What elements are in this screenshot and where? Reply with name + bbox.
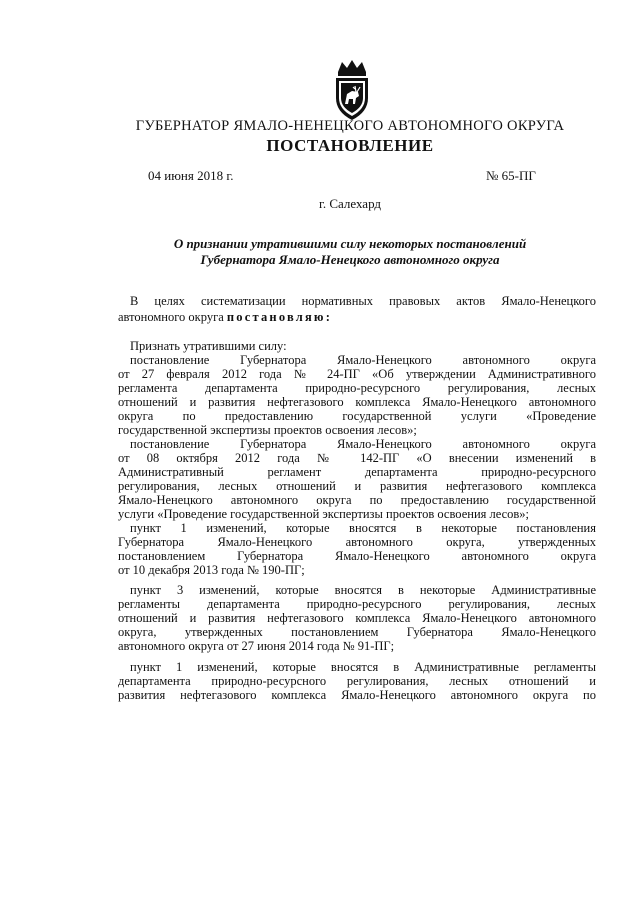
body-line: регламенты департамента природно-ресурсного регулирования, лесных: [118, 597, 596, 611]
document-heading: [0, 236, 640, 268]
body-line: постановление Губернатора Ямало-Ненецкого автономного округа: [130, 353, 596, 367]
body-line: от 10 декабря 2013 года № 190-ПГ;: [118, 563, 305, 577]
document-date: 04 июня 2018 г.: [148, 168, 234, 183]
issuer-title: ГУБЕРНАТОР ЯМАЛО-НЕНЕЦКОГО АВТОНОМНОГО ОКРУГА: [135, 118, 565, 134]
body-line: департамента природно-ресурсного регулирования, лесных отношений и: [118, 674, 596, 688]
document-city: г. Салехард: [318, 196, 382, 211]
body-line: постановление Губернатора Ямало-Ненецкого автономного округа: [130, 437, 596, 451]
document-number: № 65-ПГ: [486, 168, 536, 183]
heading-line: О признании утратившими силу некоторых постановлений: [173, 236, 527, 251]
body-line: регулирования, лесных отношений и развития нефтегазового комплекса: [118, 479, 596, 493]
body-line: округа по предоставлению государственной услуги «Проведение: [118, 409, 596, 423]
body-line: отношений и развития нефтегазового комплекса Ямало-Ненецкого автономного: [118, 611, 596, 625]
preamble-text: автономного округа: [118, 310, 227, 324]
preamble-line: В целях систематизации нормативных правовых актов Ямало-Ненецкого: [130, 294, 596, 308]
body-line: отношений и развития нефтегазового комплекса Ямало-Ненецкого автономного: [118, 395, 596, 409]
body-line: государственной экспертизы проектов освоения лесов»;: [118, 423, 417, 437]
body-line: Признать утратившими силу:: [130, 339, 287, 353]
body-line: от 27 февраля 2012 года № 24-ПГ «Об утверждении Административного: [118, 367, 596, 381]
body-line: Губернатора Ямало-Ненецкого автономного округа, утвержденных: [118, 535, 596, 549]
body-line: Ямало-Ненецкого автономного округа по предоставлению государственной: [118, 493, 596, 507]
preamble-line: [118, 310, 332, 324]
body-line: от 08 октября 2012 года № 142-ПГ «О внесении изменений в: [118, 451, 596, 465]
heading-line: Губернатора Ямало-Ненецкого автономного округа: [200, 252, 500, 267]
body-line: автономного округа от 27 июня 2014 года № 91-ПГ;: [118, 639, 395, 653]
body-line: пункт 1 изменений, которые вносятся в Административные регламенты: [130, 660, 596, 674]
body-line: постановлением Губернатора Ямало-Ненецкого автономного округа: [118, 549, 596, 563]
document-type: ПОСТАНОВЛЕНИЕ: [266, 136, 434, 155]
coat-of-arms-icon: [328, 58, 376, 122]
body-line: Административный регламент департамента природно-ресурсного: [118, 465, 596, 479]
body-line: регламента департамента природно-ресурсного регулирования, лесных: [118, 381, 596, 395]
body-line: услуги «Проведение государственной экспертизы проектов освоения лесов»;: [118, 507, 530, 521]
body-line: развития нефтегазового комплекса Ямало-Ненецкого автономного округа по: [118, 688, 596, 702]
body-line: пункт 1 изменений, которые вносятся в некоторые постановления: [130, 521, 596, 535]
body-line: пункт 3 изменений, которые вносятся в некоторые Административные: [130, 583, 596, 597]
preamble-resolution: постановляю:: [226, 310, 333, 324]
body-line: округа, утвержденных постановлением Губернатора Ямало-Ненецкого: [118, 625, 596, 639]
